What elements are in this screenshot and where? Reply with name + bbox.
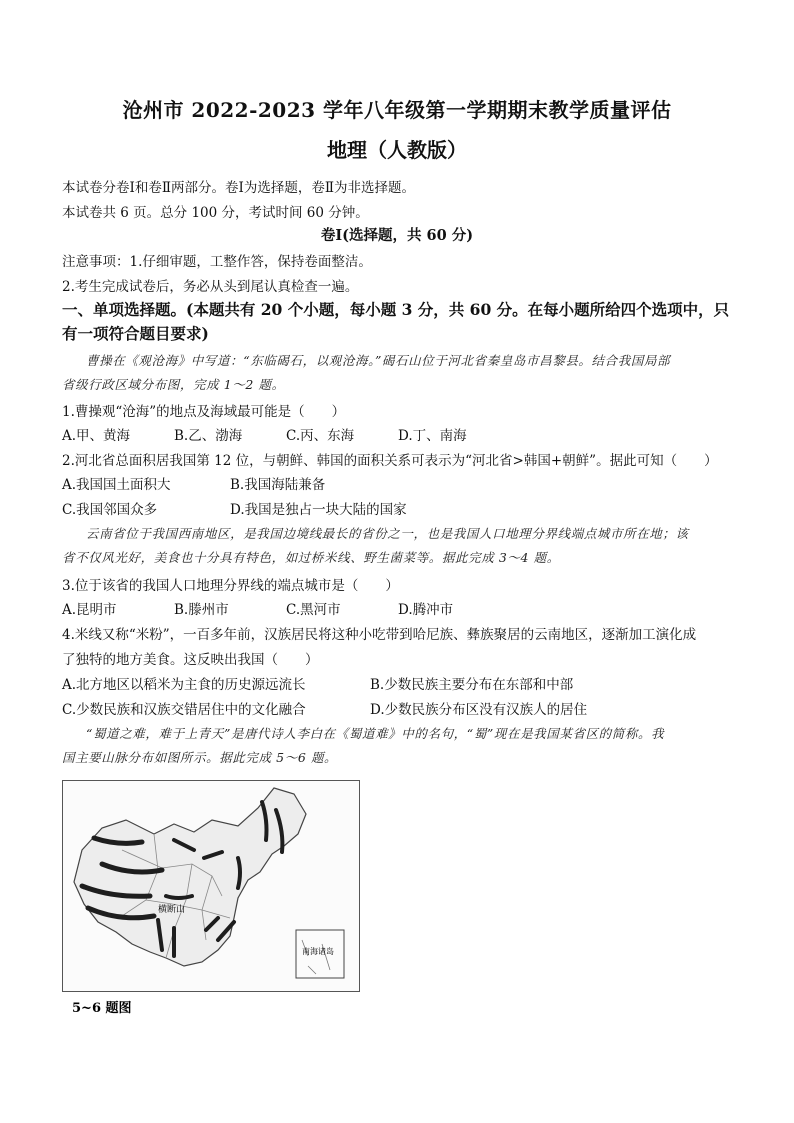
notice-line-1: 注意事项：1.仔细审题，工整作答，保持卷面整洁。 — [62, 254, 372, 270]
part1-title: 卷Ⅰ(选择题，共 60 分) — [320, 227, 474, 244]
question-1: 1.曹操观“沧海”的地点及海域最可能是（ ） — [62, 404, 346, 420]
q1-option-a: A.甲、黄海 — [62, 428, 131, 444]
passage-1-line-1: 曹操在《观沧海》中写道：“东临碣石，以观沧海。”碣石山位于河北省秦皇岛市昌黎县。结合我国局部 — [86, 353, 671, 368]
passage-3-line-2: 国主要山脉分布如图所示。据此完成 5～6 题。 — [62, 750, 338, 765]
q1-option-b: B.乙、渤海 — [174, 428, 243, 444]
question-3: 3.位于该省的我国人口地理分界线的端点城市是（ ） — [62, 578, 399, 594]
passage-2-line-1: 云南省位于我国西南地区，是我国边境线最长的省份之一，也是我国人口地理分界线端点城市所在地；该 — [86, 526, 689, 541]
map-label-nanhai: 南海诸岛 — [302, 947, 334, 956]
q4-option-a: A.北方地区以稻米为主食的历史源远流长 — [62, 677, 306, 693]
q3-option-c: C.黑河市 — [286, 602, 341, 618]
intro-line-1: 本试卷分卷Ⅰ和卷Ⅱ两部分。卷Ⅰ为选择题，卷Ⅱ为非选择题。 — [62, 180, 416, 196]
q3-option-d: D.腾冲市 — [398, 602, 454, 618]
passage-2-line-2: 省不仅风光好，美食也十分具有特色，如过桥米线、野生菌菜等。据此完成 3～4 题。 — [62, 550, 560, 565]
question-4-line-2: 了独特的地方美食。这反映出我国（ ） — [62, 652, 319, 668]
q4-option-b: B.少数民族主要分布在东部和中部 — [370, 677, 574, 693]
section1-heading-line-1: 一、单项选择题。(本题共有 20 个小题，每小题 3 分，共 60 分。在每小题所给四个选项中，只 — [62, 300, 730, 319]
q2-option-d: D.我国是独占一块大陆的国家 — [230, 502, 407, 518]
q2-option-b: B.我国海陆兼备 — [230, 477, 326, 493]
mountain-map — [62, 780, 360, 1018]
passage-3-line-1: “蜀道之难，难于上青天”是唐代诗人李白在《蜀道难》中的名句，“蜀”现在是我国某省区的简称。我 — [86, 726, 665, 741]
map-caption: 5~6 题图 — [72, 1001, 132, 1016]
exam-subtitle: 地理（人教版） — [327, 138, 467, 162]
notice-line-2: 2.考生完成试卷后，务必从头到尾认真检查一遍。 — [62, 279, 359, 295]
q3-option-b: B.滕州市 — [174, 602, 229, 618]
question-2: 2.河北省总面积居我国第 12 位，与朝鲜、韩国的面积关系可表示为“河北省>韩国+朝鲜”。据此可知（ ） — [62, 453, 718, 469]
q2-option-a: A.我国国土面积大 — [62, 477, 171, 493]
q2-option-c: C.我国邻国众多 — [62, 502, 158, 518]
exam-title: 沧州市 2022-2023 学年八年级第一学期期末教学质量评估 — [122, 98, 672, 122]
passage-1-line-2: 省级行政区域分布图，完成 1～2 题。 — [62, 377, 285, 392]
map-label-hengduan: 横断山 — [158, 905, 186, 915]
intro-line-2: 本试卷共 6 页。总分 100 分，考试时间 60 分钟。 — [62, 205, 369, 221]
q4-option-c: C.少数民族和汉族交错居住中的文化融合 — [62, 702, 306, 718]
section1-heading-line-2: 有一项符合题目要求) — [62, 324, 209, 343]
question-4-line-1: 4.米线又称“米粉”，一百多年前，汉族居民将这种小吃带到哈尼族、彝族聚居的云南地区，逐渐加工演化成 — [62, 627, 697, 643]
q1-option-c: C.丙、东海 — [286, 428, 355, 444]
q4-option-d: D.少数民族分布区没有汉族人的居住 — [370, 702, 588, 718]
q3-option-a: A.昆明市 — [62, 602, 117, 618]
q1-option-d: D.丁、南海 — [398, 428, 467, 444]
